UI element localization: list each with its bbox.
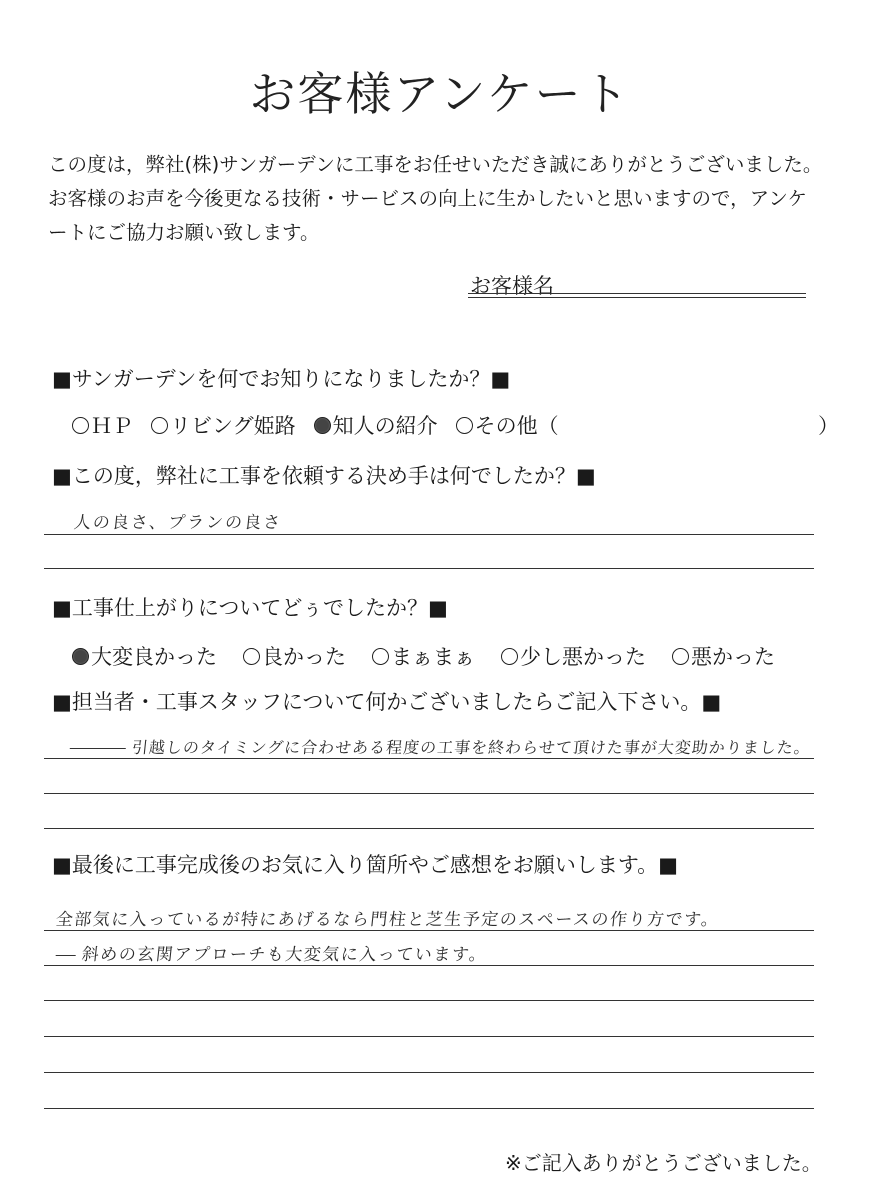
radio-circle-icon <box>243 648 260 665</box>
q1-option-living-himeji[interactable] <box>151 410 296 440</box>
name-underline <box>468 293 806 294</box>
q3-option-so-so[interactable] <box>372 641 475 671</box>
answer-line[interactable] <box>44 534 814 535</box>
radio-circle-icon <box>672 648 689 665</box>
option-label: リビング姫路 <box>170 414 296 438</box>
page-title: お客様アンケート <box>249 67 631 121</box>
answer-line[interactable] <box>44 1108 814 1109</box>
question-3: ■工事仕上がりについてどぅでしたか？■ <box>52 596 448 620</box>
q3-option-bad[interactable] <box>672 641 775 671</box>
radio-circle-icon <box>501 648 518 665</box>
answer-line[interactable] <box>44 568 814 569</box>
radio-circle-filled-icon <box>72 648 89 665</box>
q3-options <box>72 641 775 671</box>
q1-option-hp[interactable] <box>72 410 133 440</box>
answer-line[interactable] <box>44 1072 814 1073</box>
q5-answer-text: 斜めの玄関アプローチも大変気に入っています。 <box>80 945 489 965</box>
option-label: ＨＰ <box>91 414 133 438</box>
q2-handwritten-answer: 人の良さ、プランの良さ <box>72 513 284 533</box>
intro-line: ートにご協力お願い致します。 <box>48 221 320 244</box>
q5-handwritten-answer-line2 <box>55 940 489 965</box>
option-label: まぁまぁ <box>391 645 475 669</box>
question-4: ■担当者・工事スタッフについて何かございましたらご記入下さい。■ <box>52 690 722 714</box>
customer-name-label: お客様名 <box>470 274 554 298</box>
option-label: その他（ <box>474 414 559 438</box>
option-label: 知人の紹介 <box>332 414 438 438</box>
radio-circle-icon <box>456 417 473 434</box>
scribbled-out-word <box>70 748 126 749</box>
radio-circle-icon <box>72 417 89 434</box>
name-underline <box>468 297 806 298</box>
question-5: ■最後に工事完成後のお気に入り箇所やご感想をお願いします。■ <box>52 853 679 877</box>
q1-option-other[interactable] <box>456 410 559 440</box>
answer-line[interactable] <box>44 793 814 794</box>
q3-option-slightly-bad[interactable] <box>501 641 646 671</box>
footer-thanks: ※ご記入ありがとうございました。 <box>505 1151 822 1175</box>
q4-answer-text: 引越しのタイミングに合わせある程度の工事を終わらせて頂けた事が大変助かりました。 <box>130 738 812 757</box>
scribbled-out-word <box>56 955 76 956</box>
option-label: 悪かった <box>691 645 775 669</box>
answer-line[interactable] <box>44 828 814 829</box>
radio-circle-filled-icon <box>314 417 331 434</box>
answer-line[interactable] <box>44 758 814 759</box>
q1-other-close-paren: ） <box>818 414 839 438</box>
intro-line: お客様のお声を今後更なる技術・サービスの向上に生かしたいと思いますので，アンケ <box>48 187 807 210</box>
option-label: 大変良かった <box>91 645 217 669</box>
intro-paragraph <box>48 148 848 250</box>
customer-name-field[interactable] <box>468 293 806 299</box>
radio-circle-icon <box>151 417 168 434</box>
intro-line: この度は，弊社(株)サンガーデンに工事をお任せいただき誠にありがとうございました。 <box>48 153 823 176</box>
question-2: ■この度，弊社に工事を依頼する決め手は何でしたか？■ <box>52 464 596 488</box>
q3-option-very-good[interactable] <box>72 641 217 671</box>
answer-line[interactable] <box>44 1036 814 1037</box>
question-1: ■サンガーデンを何でお知りになりましたか？■ <box>52 367 511 391</box>
q5-handwritten-answer-line1: 全部気に入っているが特にあげるなら門柱と芝生予定のスペースの作り方です。 <box>54 910 721 930</box>
answer-line[interactable] <box>44 965 814 966</box>
q4-handwritten-answer <box>69 735 812 758</box>
answer-line[interactable] <box>44 930 814 931</box>
option-label: 良かった <box>262 645 346 669</box>
q1-options <box>72 410 559 440</box>
radio-circle-icon <box>372 648 389 665</box>
q1-option-referral[interactable] <box>314 410 438 440</box>
q3-option-good[interactable] <box>243 641 346 671</box>
option-label: 少し悪かった <box>520 645 646 669</box>
answer-line[interactable] <box>44 1000 814 1001</box>
